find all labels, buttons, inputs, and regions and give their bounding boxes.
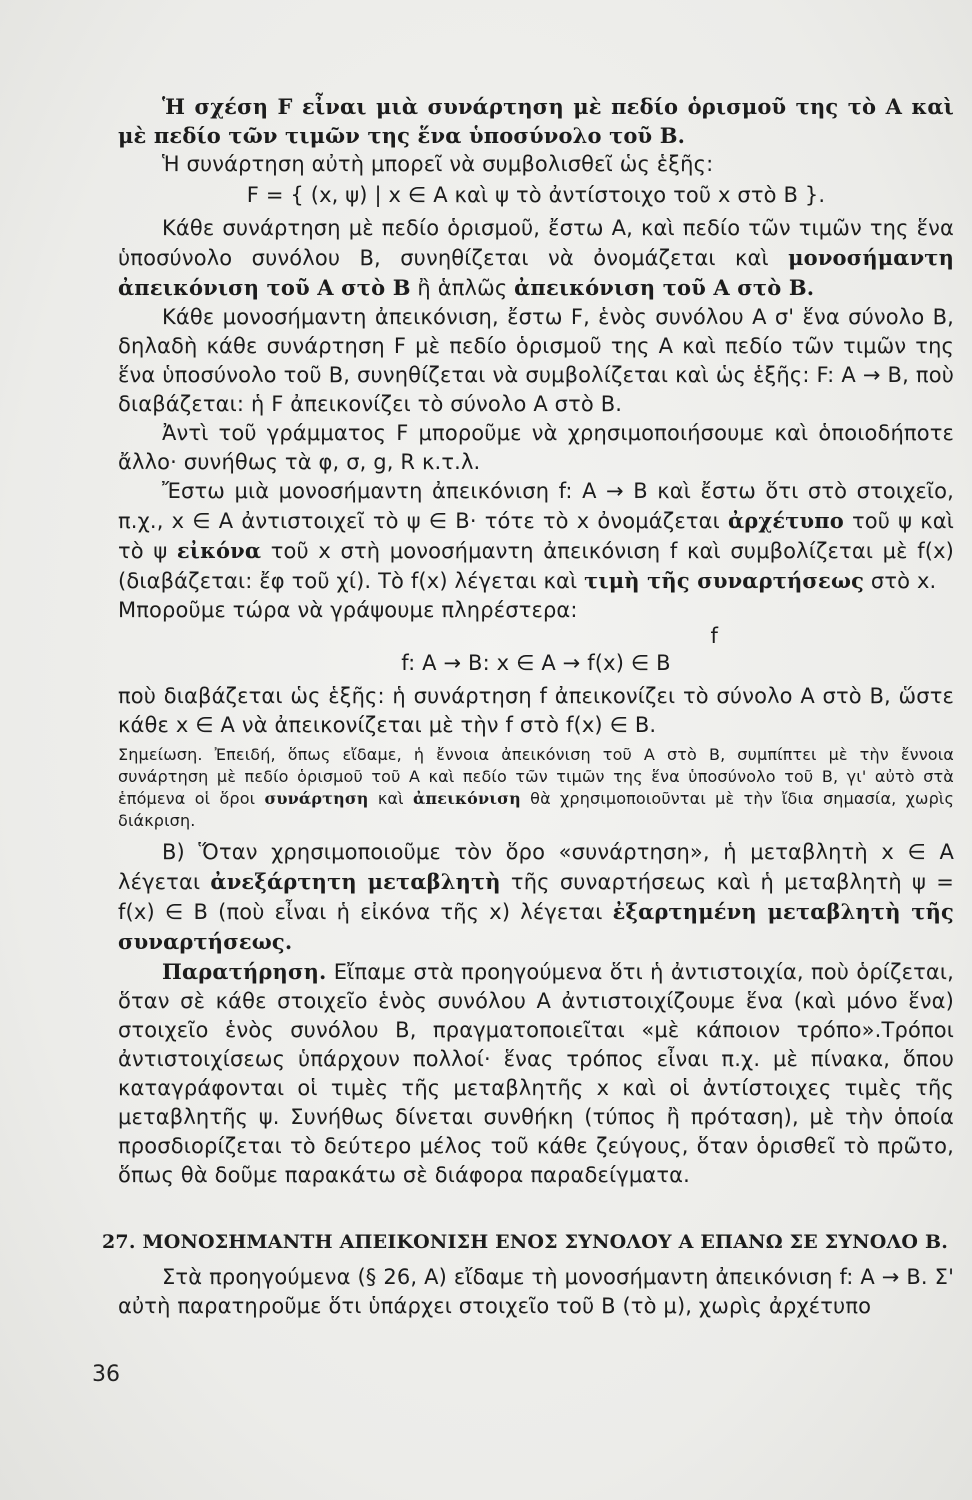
remark-label: Παρατήρηση.	[162, 959, 327, 984]
text: Ἔστω μιὰ μονοσήμαντη ἀπεικόνιση f: A → B καὶ ἔστω ὅτι στὸ στοιχεῖο, π.χ., x ∈ A ἀντιστοιχεῖ τὸ ψ ∈ B· τότε τὸ x ὀνομάζεται	[118, 479, 954, 533]
text: Κάθε συνάρτηση μὲ πεδίο ὁρισμοῦ, ἔστω Α, καὶ πεδίο τῶν τιμῶν της ἕνα ὑποσύνολο συνόλου Β, συνηθίζεται νὰ ὀνομάζεται καὶ	[118, 216, 954, 270]
paragraph	[118, 214, 954, 303]
bold-term: τιμὴ τῆς συναρτήσεως	[584, 568, 865, 593]
bold-term: εἰκόνα	[176, 538, 262, 563]
bold-term: ἀπεικόνιση	[412, 789, 521, 808]
text: ἢ ἁπλῶς	[410, 276, 515, 300]
bold-term: ἀπεικόνιση τοῦ Α στὸ Β.	[514, 275, 815, 300]
text: Β) Ὅταν χρησιμοποιοῦμε τὸν ὅρο «συνάρτηση», ἡ μεταβλητὴ x ∈ A λέγεται	[118, 840, 954, 894]
bold-term: ἐξαρτημένη μεταβλητὴ τῆς συναρτήσεως.	[118, 899, 954, 954]
paragraph: ποὺ διαβάζεται ὡς ἑξῆς: ἡ συνάρτηση f ἀπεικονίζει τὸ σύνολο Α στὸ Β, ὥστε κάθε x ∈ A νὰ ἀπεικονίζεται μὲ τὴν f στὸ f(x) ∈ B.	[118, 684, 954, 737]
text: θὰ χρησιμοποιοῦνται μὲ τὴν ἴδια σημασία, χωρὶς διάκριση.	[118, 789, 954, 830]
text: καὶ	[368, 789, 413, 808]
paragraph	[118, 957, 954, 1190]
paragraph	[118, 838, 954, 957]
definition-paragraph: Ἡ σχέση F εἶναι μιὰ συνάρτηση μὲ πεδίο ὁρισμοῦ της τὸ Α καὶ μὲ πεδίο τῶν τιμῶν της ἕνα ὑποσύνολο τοῦ Β.	[118, 94, 954, 148]
text: τῆς συναρτήσεως καὶ ἡ μεταβλητὴ ψ = f(x) ∈ B (ποὺ εἶναι ἡ εἰκόνα τῆς x) λέγεται	[118, 870, 954, 924]
formula: F = { (x, ψ) | x ∈ A καὶ ψ τὸ ἀντίστοιχο τοῦ x στὸ B }.	[246, 183, 826, 207]
text: στὸ x.	[864, 569, 937, 593]
paragraph: Κάθε μονοσήμαντη ἀπεικόνιση, ἔστω F, ἑνὸς συνόλου Α σ' ἕνα σύνολο Β, δηλαδὴ κάθε συνάρτηση F μὲ πεδίο ὁρισμοῦ της Α καὶ πεδίο τῶν τιμῶν της ἕνα ὑποσύνολο τοῦ Β, συνηθίζεται νὰ συμβολίζεται καὶ ὡς ἑξῆς: F: A → B, ποὺ διαβάζεται: ἡ F ἀπεικονίζει τὸ σύνολο Α στὸ Β.	[118, 305, 954, 416]
formula-superscript: f	[710, 624, 718, 648]
note	[118, 744, 954, 832]
bold-term: μονοσήμαντη ἀπεικόνιση τοῦ Α στὸ Β	[118, 245, 954, 300]
bold-term: συνάρτηση	[264, 789, 369, 808]
paragraph: Ἡ συνάρτηση αὐτὴ μπορεῖ νὰ συμβολισθεῖ ὡς ἑξῆς:	[162, 152, 714, 176]
paragraph	[118, 477, 954, 596]
paragraph: Στὰ προηγούμενα (§ 26, Α) εἴδαμε τὴ μονοσήμαντη ἀπεικόνιση f: A → B. Σ' αὐτὴ παρατηροῦμε ὅτι ὑπάρχει στοιχεῖο τοῦ Β (τὸ μ), χωρὶς ἀρχέτυπο	[118, 1265, 954, 1318]
paragraph: Μποροῦμε τώρα νὰ γράψουμε πληρέστερα:	[118, 598, 578, 622]
text: Σημείωση. Ἐπειδή, ὅπως εἴδαμε, ἡ ἔννοια ἀπεικόνιση τοῦ Α στὸ Β, συμπίπτει μὲ τὴν ἔννοια συνάρτηση μὲ πεδίο ὁρισμοῦ τοῦ Α καὶ πεδίο τῶν τιμῶν της ἕνα ὑποσύνολο τοῦ Β, γι' αὐτὸ στὰ ἑπόμενα οἱ ὅροι	[118, 745, 954, 808]
page-number: 36	[92, 1362, 120, 1387]
bold-term: ἀνεξάρτητη μεταβλητὴ	[210, 869, 501, 894]
section-heading: 27. ΜΟΝΟΣΗΜΑΝΤΗ ΑΠΕΙΚΟΝΙΣΗ ΕΝΟΣ ΣΥΝΟΛΟΥ Α ΕΠΑΝΩ ΣΕ ΣΥΝΟΛΟ Β.	[102, 1231, 949, 1253]
text-column	[102, 92, 954, 1321]
paragraph: Ἀντὶ τοῦ γράμματος F μποροῦμε νὰ χρησιμοποιήσουμε καὶ ὁποιοδήποτε ἄλλο· συνήθως τὰ φ, σ, g, R κ.τ.λ.	[118, 421, 954, 474]
text: τοῦ ψ καὶ τὸ ψ	[118, 509, 954, 563]
bold-term: ἀρχέτυπο	[727, 508, 844, 533]
formula: f: A → B: x ∈ A → f(x) ∈ B	[401, 651, 671, 675]
text: Εἴπαμε στὰ προηγούμενα ὅτι ἡ ἀντιστοιχία, ποὺ ὁρίζεται, ὅταν σὲ κάθε στοιχεῖο ἑνὸς συνόλου Α ἀντιστοιχίζουμε ἕνα (καὶ μόνο ἕνα) στοιχεῖο ἑνὸς συνόλου Β, πραγματοποιεῖται «μὲ κάποιον τρόπο».Τρόποι ἀντιστοιχίσεως ὑπάρχουν πολλοί· ἕνας τρόπος εἶναι π.χ. μὲ πίνακα, ὅπου καταγράφονται οἱ τιμὲς τῆς μεταβλητῆς x καὶ οἱ ἀντίστοιχες τιμὲς τῆς μεταβλητῆς ψ. Συνήθως δίνεται συνθήκη (τύπος ἢ πρόταση), μὲ τὴν ὁποία προσδιορίζεται τὸ δεύτερο μέλος τοῦ κάθε ζεύγους, ὅταν ὁρισθεῖ τὸ πρῶτο, ὅπως θὰ δοῦμε παρακάτω σὲ διάφορα παραδείγματα.	[118, 960, 954, 1187]
text: τοῦ x στὴ μονοσήμαντη ἀπεικόνιση f καὶ συμβολίζεται μὲ f(x) (διαβάζεται: ἔφ τοῦ χί). Τὸ f(x) λέγεται καὶ	[118, 539, 954, 593]
